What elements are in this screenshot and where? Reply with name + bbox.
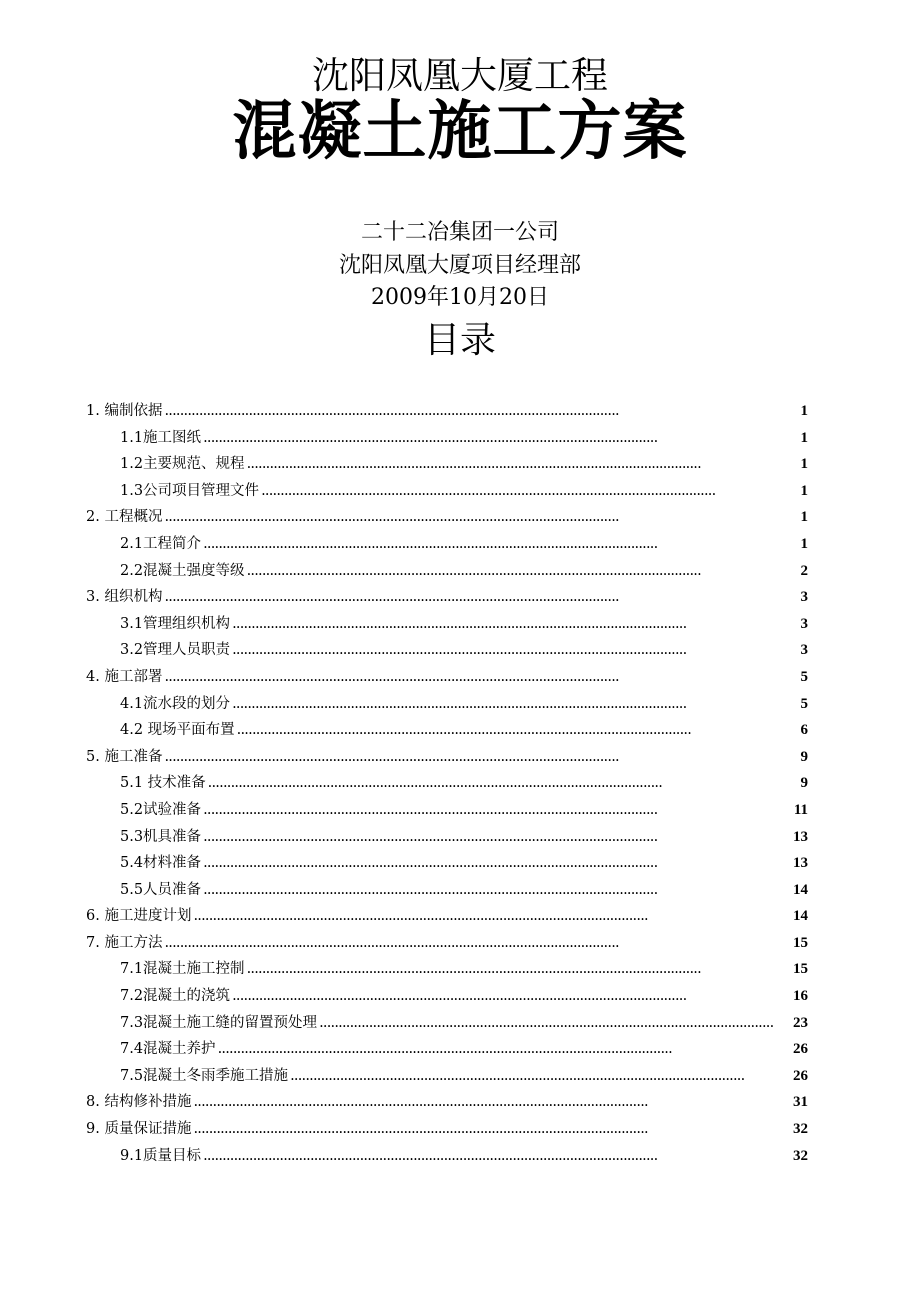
toc-entry[interactable]: [86, 1143, 808, 1170]
toc-entry-page-number: 23: [793, 1014, 808, 1031]
toc-dot-leader: [232, 611, 798, 638]
toc-entry-page-number: 13: [793, 855, 808, 872]
document-date: 2009年10月20日: [371, 285, 549, 310]
toc-entry[interactable]: [86, 478, 808, 505]
toc-dot-leader: [164, 504, 798, 531]
toc-dot-leader: [237, 717, 799, 744]
toc-entry-label: 4.2 现场平面布置: [120, 722, 235, 739]
toc-entry-page-number: 1: [800, 509, 808, 526]
toc-entry[interactable]: [86, 850, 808, 877]
toc-entry-label: 7. 施工方法: [86, 934, 163, 951]
company-name: 二十二冶集团一公司: [360, 220, 559, 245]
toc-entry-label: 1.2主要规范、规程: [120, 456, 245, 473]
toc-entry-page-number: 26: [793, 1041, 808, 1058]
toc-dot-leader: [193, 1089, 791, 1116]
toc-entry-page-number: 11: [793, 801, 808, 818]
toc-dot-leader: [232, 983, 791, 1010]
toc-entry[interactable]: [86, 1063, 808, 1090]
toc-entry-page-number: 16: [793, 988, 808, 1005]
toc-entry[interactable]: [86, 983, 808, 1010]
toc-entry-page-number: 15: [793, 961, 808, 978]
toc-dot-leader: [203, 1143, 791, 1170]
toc-dot-leader: [247, 451, 799, 478]
toc-entry-page-number: 14: [793, 908, 808, 925]
toc-entry-label: 5.1 技术准备: [120, 775, 206, 792]
toc-entry-page-number: 31: [793, 1094, 808, 1111]
toc-dot-leader: [164, 664, 798, 691]
toc-dot-leader: [164, 930, 791, 957]
toc-entry-label: 7.3混凝土施工缝的留置预处理: [120, 1014, 318, 1031]
toc-entry[interactable]: [86, 956, 808, 983]
toc-dot-leader: [290, 1063, 791, 1090]
toc-dot-leader: [164, 398, 798, 425]
toc-entry[interactable]: [86, 717, 808, 744]
toc-entry[interactable]: [86, 451, 808, 478]
toc-dot-leader: [164, 744, 798, 771]
toc-entry-page-number: 15: [793, 934, 808, 951]
toc-dot-leader: [164, 584, 798, 611]
toc-heading: 目录: [423, 320, 496, 361]
toc-dot-leader: [203, 797, 792, 824]
toc-entry-page-number: 3: [800, 642, 808, 659]
toc-entry[interactable]: [86, 930, 808, 957]
toc-dot-leader: [261, 478, 798, 505]
toc-entry[interactable]: [86, 398, 808, 425]
toc-entry[interactable]: [86, 744, 808, 771]
toc-entry[interactable]: [86, 1116, 808, 1143]
toc-entry-label: 5.2试验准备: [120, 801, 202, 818]
toc-entry[interactable]: [86, 664, 808, 691]
toc-dot-leader: [203, 850, 791, 877]
toc-entry-label: 5.3机具准备: [120, 828, 202, 845]
toc-entry-label: 2.2混凝土强度等级: [120, 562, 245, 579]
toc-entry-page-number: 6: [800, 722, 808, 739]
toc-entry-label: 3.2管理人员职责: [120, 642, 231, 659]
table-of-contents: [86, 398, 808, 1169]
toc-entry-label: 9.1质量目标: [120, 1147, 202, 1164]
toc-dot-leader: [193, 903, 791, 930]
toc-entry[interactable]: [86, 877, 808, 904]
toc-entry[interactable]: [86, 903, 808, 930]
toc-entry[interactable]: [86, 637, 808, 664]
toc-entry-label: 5.4材料准备: [120, 855, 202, 872]
toc-dot-leader: [203, 425, 798, 452]
toc-dot-leader: [218, 1036, 791, 1063]
toc-entry-page-number: 32: [793, 1121, 808, 1138]
plan-title: 混凝土施工方案: [232, 94, 688, 169]
toc-entry[interactable]: [86, 1010, 808, 1037]
toc-entry[interactable]: [86, 611, 808, 638]
toc-entry-label: 1.1施工图纸: [120, 429, 202, 446]
toc-entry-page-number: 1: [800, 535, 808, 552]
toc-entry-label: 1. 编制依据: [86, 403, 163, 419]
toc-entry-label: 4. 施工部署: [86, 668, 163, 685]
toc-entry-page-number: 32: [793, 1147, 808, 1164]
toc-entry-label: 7.1混凝土施工控制: [120, 961, 245, 978]
toc-entry-page-number: 1: [800, 482, 808, 499]
toc-entry[interactable]: [86, 1089, 808, 1116]
toc-entry[interactable]: [86, 691, 808, 718]
toc-entry[interactable]: [86, 531, 808, 558]
toc-entry-page-number: 5: [800, 668, 808, 685]
toc-entry-page-number: 26: [793, 1067, 808, 1084]
toc-entry-label: 5.5人员准备: [120, 881, 202, 898]
toc-entry-page-number: 9: [800, 775, 808, 792]
toc-entry-page-number: 9: [800, 748, 808, 765]
toc-entry[interactable]: [86, 797, 808, 824]
toc-entry[interactable]: [86, 425, 808, 452]
toc-entry-label: 8. 结构修补措施: [86, 1094, 192, 1111]
toc-entry-page-number: 1: [800, 429, 808, 446]
toc-entry[interactable]: [86, 558, 808, 585]
toc-dot-leader: [247, 558, 799, 585]
toc-entry-label: 7.4混凝土养护: [120, 1041, 216, 1058]
toc-entry-label: 7.5混凝土冬雨季施工措施: [120, 1067, 289, 1084]
toc-entry-label: 1.3公司项目管理文件: [120, 482, 260, 499]
toc-dot-leader: [203, 824, 791, 851]
toc-dot-leader: [232, 691, 798, 718]
toc-entry-page-number: 13: [793, 828, 808, 845]
toc-dot-leader: [232, 637, 798, 664]
department-name: 沈阳凤凰大厦项目经理部: [338, 253, 581, 278]
toc-entry[interactable]: [86, 770, 808, 797]
toc-entry[interactable]: [86, 584, 808, 611]
toc-entry-label: 7.2混凝土的浇筑: [120, 988, 231, 1005]
toc-dot-leader: [319, 1010, 791, 1037]
toc-entry-label: 2. 工程概况: [86, 509, 163, 526]
toc-dot-leader: [247, 956, 791, 983]
toc-entry-label: 9. 质量保证措施: [86, 1121, 192, 1138]
toc-entry-page-number: 1: [800, 456, 808, 473]
toc-dot-leader: [203, 531, 798, 558]
toc-entry-label: 2.1工程简介: [120, 535, 202, 552]
toc-entry-page-number: 2: [800, 562, 808, 579]
toc-entry-page-number: 14: [793, 881, 808, 898]
toc-entry[interactable]: [86, 504, 808, 531]
toc-entry-label: 5. 施工准备: [86, 748, 163, 765]
toc-entry[interactable]: [86, 1036, 808, 1063]
toc-entry-page-number: 3: [800, 589, 808, 606]
toc-entry-label: 3.1管理组织机构: [120, 615, 231, 632]
toc-entry-label: 4.1流水段的划分: [120, 695, 231, 712]
toc-dot-leader: [193, 1116, 791, 1143]
toc-dot-leader: [203, 877, 791, 904]
toc-entry-label: 6. 施工进度计划: [86, 908, 192, 925]
toc-entry-label: 3. 组织机构: [86, 589, 163, 606]
toc-entry-page-number: 1: [800, 403, 808, 419]
toc-entry-page-number: 5: [800, 695, 808, 712]
toc-entry-page-number: 3: [800, 615, 808, 632]
toc-dot-leader: [208, 770, 799, 797]
toc-entry[interactable]: [86, 824, 808, 851]
project-title: 沈阳凤凰大厦工程: [312, 54, 608, 97]
